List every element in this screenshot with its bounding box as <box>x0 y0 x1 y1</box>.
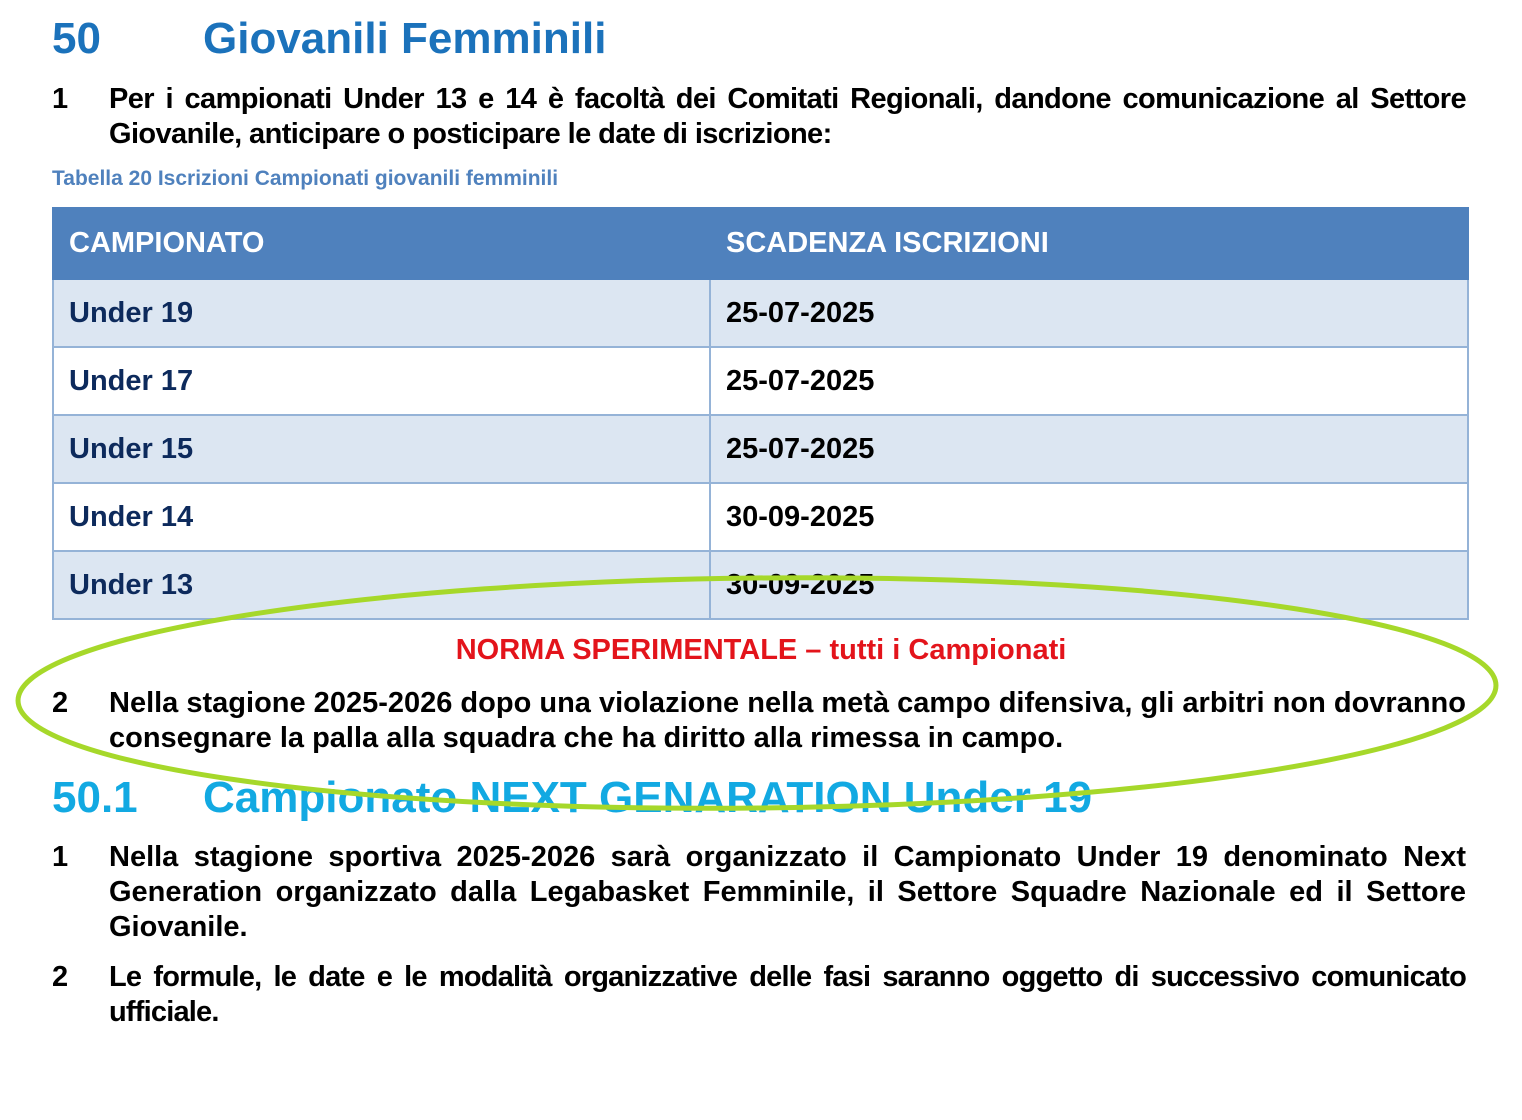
table-row <box>53 279 1468 347</box>
table-row <box>53 347 1468 415</box>
table-cell-campionato: Under 19 <box>53 279 710 347</box>
registration-table <box>52 207 1469 620</box>
table-caption: Tabella 20 Iscrizioni Campionati giovanili femminili <box>52 167 559 190</box>
table-cell-campionato: Under 14 <box>53 483 710 551</box>
paragraph-2 <box>52 686 1466 756</box>
paragraph-text: Per i campionati Under 13 e 14 è facoltà dei Comitati Regionali, dandone comunicazione al Settore Giovanile, anticipare o posticipare le date di iscrizione: <box>109 83 1466 150</box>
paragraph-3 <box>52 840 1466 945</box>
section-title: Giovanili Femminili <box>203 14 607 63</box>
paragraph-text: Nella stagione 2025-2026 dopo una violazione nella metà campo difensiva, gli arbitri non dovranno consegnare la palla alla squadra che ha diritto alla rimessa in campo. <box>109 687 1466 754</box>
paragraph-text: Le formule, le date e le modalità organizzative delle fasi saranno oggetto di successivo comunicato ufficiale. <box>109 961 1466 1028</box>
norma-sperimentale-title: NORMA SPERIMENTALE – tutti i Campionati <box>455 634 1067 666</box>
paragraph-number: 1 <box>52 841 69 873</box>
subsection-heading <box>52 773 1093 822</box>
table-header-row <box>53 208 1468 279</box>
paragraph-text: Nella stagione sportiva 2025-2026 sarà organizzato il Campionato Under 19 denominato Next Generation organizzato dalla Legabasket Femminile, il Settore Squadre Nazionale ed il Settore Giovanile. <box>109 841 1466 943</box>
table-cell-campionato: Under 13 <box>53 551 710 619</box>
table-cell-scadenza: 30-09-2025 <box>710 551 1468 619</box>
table-row <box>53 483 1468 551</box>
table-row <box>53 415 1468 483</box>
column-header-scadenza: SCADENZA ISCRIZIONI <box>710 208 1468 279</box>
subsection-title: Campionato NEXT GENARATION Under 19 <box>203 773 1093 822</box>
table-cell-scadenza: 25-07-2025 <box>710 347 1468 415</box>
table-cell-scadenza: 25-07-2025 <box>710 415 1468 483</box>
column-header-campionato: CAMPIONATO <box>53 208 710 279</box>
paragraph-4 <box>52 960 1466 1030</box>
paragraph-number: 2 <box>52 961 68 993</box>
section-heading <box>52 14 607 63</box>
paragraph-1 <box>52 82 1466 152</box>
table-cell-campionato: Under 15 <box>53 415 710 483</box>
table-cell-scadenza: 30-09-2025 <box>710 483 1468 551</box>
table-cell-scadenza: 25-07-2025 <box>710 279 1468 347</box>
subsection-number: 50.1 <box>52 773 138 822</box>
paragraph-number: 2 <box>52 687 69 719</box>
table-row <box>53 551 1468 619</box>
table-cell-campionato: Under 17 <box>53 347 710 415</box>
paragraph-number: 1 <box>52 83 68 115</box>
section-number: 50 <box>52 14 101 63</box>
